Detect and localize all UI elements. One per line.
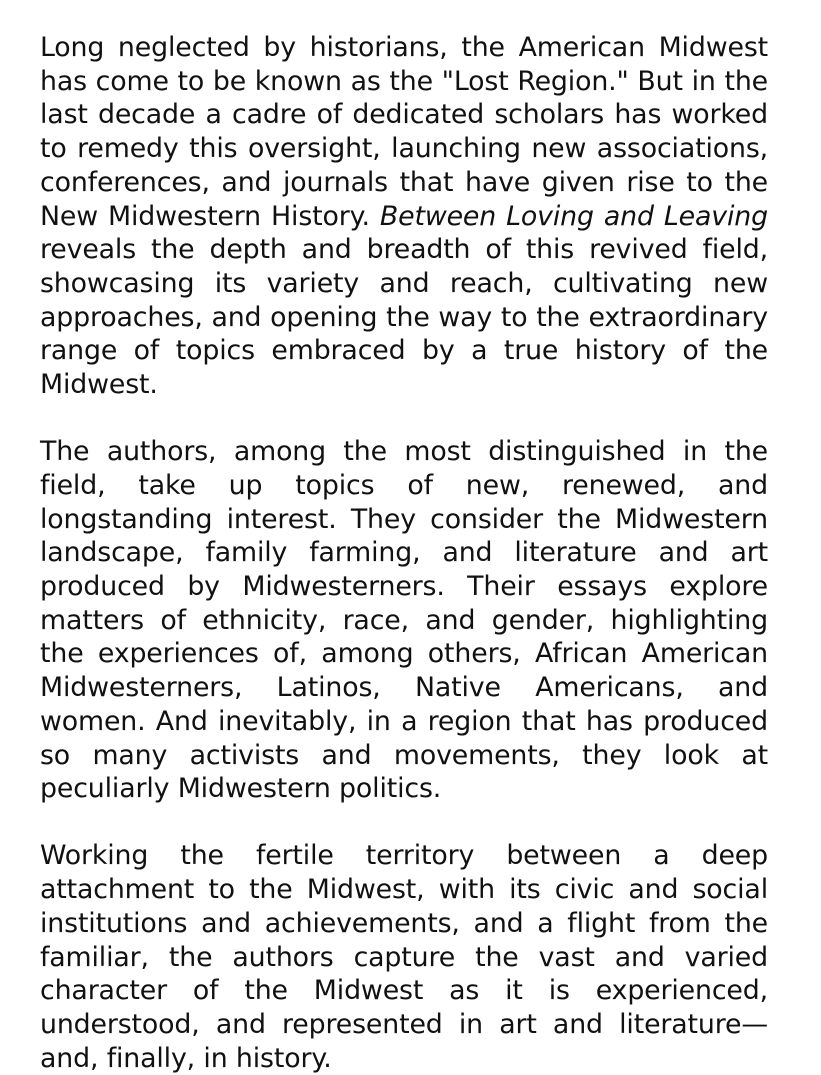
paragraph-conclusion: Working the fertile territory between a deep attachment to the Midwest, with its civic and social institutions and achievements, and a flight from the familiar, the authors capture the vast and varied character of the Midwest as it is experienced, understood, and represented in art and literature—and, finally, in history. bbox=[40, 840, 768, 1074]
book-title: Between Loving and Leaving bbox=[379, 200, 768, 232]
intro-text-before-title: Long neglected by historians, the American Midwest has come to be known as the "Lost Region." But in the last decade a cadre of dedicated scholars has worked to remedy this oversight, launching new associations, conferences, and journals that have given rise to the New Midwestern History. bbox=[40, 32, 768, 232]
intro-text-after-title: reveals the depth and breadth of this revived field, showcasing its variety and reach, cultivating new approaches, and opening the way to the extraordinary range of topics embraced by a true history of the Midwest. bbox=[40, 234, 768, 401]
paragraph-intro bbox=[40, 31, 768, 402]
paragraph-authors: The authors, among the most distinguished in the field, take up topics of new, renewed, and longstanding interest. They consider the Midwestern landscape, family farming, and literature and art produced by Midwesterners. Their essays explore matters of ethnicity, race, and gender, highlighting the experiences of, among others, African American Midwesterners, Latinos, Native Americans, and women. And inevitably, in a region that has produced so many activists and movements, they look at peculiarly Midwestern politics. bbox=[40, 436, 768, 805]
book-description bbox=[40, 31, 768, 1075]
